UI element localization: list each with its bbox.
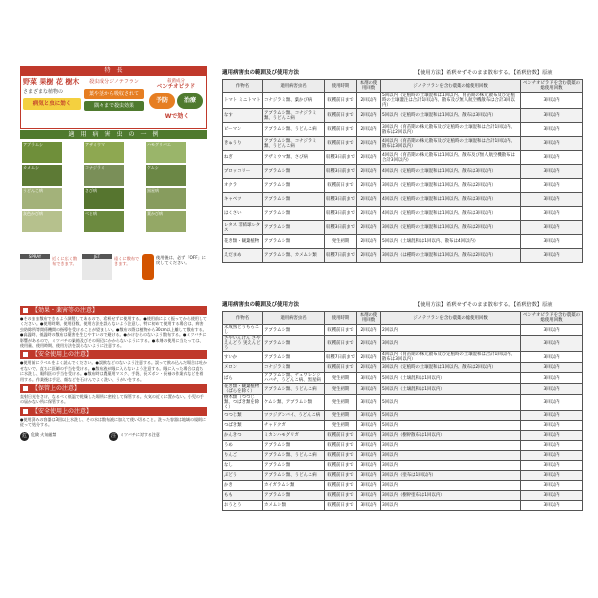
table-cell: ブロッコリー [223, 165, 263, 179]
table-cell: アブラムシ類 [263, 165, 325, 179]
storage-caution-title: 【保管上の注意】 [32, 385, 81, 393]
table-cell: 3回以内 [521, 235, 583, 249]
table-cell: 3回以内 [521, 325, 583, 336]
table-cell: アブラムシ類、うどんこ病 [263, 471, 325, 481]
table-cell: 収穫前日まで [325, 137, 357, 151]
pest-photo-label: 灰色かび病 [23, 211, 43, 216]
bee-caution-text: ミツバチに対する注意 [120, 431, 160, 437]
table-cell: 収穫3日前まで [325, 151, 357, 165]
table-row [223, 207, 583, 221]
table-cell: 3回以内 [521, 207, 583, 221]
table-cell: 未成熟とうもろこし [223, 325, 263, 336]
table-cell: 収穫7日前まで [325, 249, 357, 263]
table-row [223, 235, 583, 249]
table-cell: 5回以内 [381, 421, 521, 431]
pest-photo [146, 211, 186, 232]
table-row [223, 373, 583, 384]
safety-caution-text: ●使用前にラベルをよく読んでください。●誤飲などのないよう注意する。誤って飲み込んだ場合は吐かせないで、直ちに医師の手当を受ける。●散布液が眼に入らないよう注意する。眼に入った場合は直ちに水洗し、眼科医の手当を受ける。●散布時は農薬用マスク、手袋、長ズボン・長袖の作業衣などを着用する。作業後は手足、顔などを石けんでよく洗い、うがいをする。 [20, 360, 207, 382]
table-cell: 収穫前日まで [325, 93, 357, 109]
jet-diagram [82, 254, 112, 280]
disease-tile: 病気と虫に効く [23, 98, 81, 110]
table-row [223, 336, 583, 352]
column-header: 作物名 [223, 312, 263, 325]
table-cell: 3回以内 [381, 481, 521, 491]
table-cell: 3回以内（樹幹散布は1回以内） [381, 431, 521, 441]
table-row [223, 221, 583, 235]
table-cell: 2回以内 [357, 249, 381, 263]
table-cell: 5回以内（土壌混和は1回以内、散布は4回以内） [381, 235, 521, 249]
cure-badge: 治療 [177, 93, 203, 109]
column-header: ジノテフランを含む農薬の総使用回数 [381, 80, 521, 93]
table-row [223, 352, 583, 363]
application-table-1 [222, 79, 583, 263]
table-cell: アブラムシ類 [263, 193, 325, 207]
table-cell: カイガラムシ類 [263, 481, 325, 491]
table-row [223, 431, 583, 441]
fire-hazard-icon: 危 [21, 432, 27, 439]
pest-photo [22, 211, 62, 232]
application-table-2 [222, 311, 583, 511]
table-cell: 収穫前日まで [325, 325, 357, 336]
table-cell: 5回以内（土壌混和は1回以内） [381, 373, 521, 384]
table-cell: 3回以内 [357, 501, 381, 511]
table-cell: 収穫前日まで [325, 431, 357, 441]
table-row [223, 395, 583, 411]
pest-photo [146, 165, 186, 186]
pest-photo-label: べと病 [85, 211, 97, 216]
table-cell: 3回以内 [521, 421, 583, 431]
table-cell: チャドクガ [263, 421, 325, 431]
pest-photo [146, 142, 186, 163]
usage-note: 使用後は、必ず「OFF」に戻してください。 [156, 255, 206, 266]
pest-photo-label: うどんこ病 [23, 188, 43, 193]
table-cell: 収穫前日まで [325, 363, 357, 373]
table-cell: 収穫前日まで [325, 109, 357, 123]
pest-photo-label: コナジラミ [85, 165, 105, 170]
column-header: 作物名 [223, 80, 263, 93]
table-cell: 発生初期 [325, 235, 357, 249]
table-cell: 発生初期 [325, 411, 357, 421]
features-header: 特 長 [20, 66, 207, 75]
table-cell: キャベツ [223, 193, 263, 207]
table-cell: 5回以内 [381, 395, 521, 411]
column-header: 本剤の使用回数 [357, 312, 381, 325]
table-cell: 収穫前日まで [325, 451, 357, 461]
table-cell: かき [223, 481, 263, 491]
table-cell: 発生初期 [325, 373, 357, 384]
table-row [223, 441, 583, 451]
table-cell: なす [223, 109, 263, 123]
pest-photo [84, 211, 124, 232]
table-cell: ねぎ [223, 151, 263, 165]
table-row [223, 93, 583, 109]
table-cell: 3回以内 [521, 352, 583, 363]
handling-caution-text: ●使用済みの容器は3回以上水洗し、その水は散布液に加えて使い切ること。洗った容器は地域の規則に従って処分する。 [20, 416, 207, 428]
table-cell: 3回以内 [357, 431, 381, 441]
table-cell: 3回以内 [357, 384, 381, 395]
table-cell: 3回以内 [357, 373, 381, 384]
table-cell: 3回以内 [521, 384, 583, 395]
jet-label: JET [82, 254, 112, 259]
spray-label: SPRAY [20, 254, 50, 259]
table-cell: 2回以内 [357, 352, 381, 363]
table-cell: 3回以内 [521, 109, 583, 123]
table-row [223, 325, 583, 336]
table-cell: コナジラミ類 [263, 363, 325, 373]
table-cell: 2回以内 [357, 235, 381, 249]
pest-photo-label: アザミウマ [85, 142, 105, 147]
crop-fruit: 果樹 [39, 78, 54, 86]
table-cell: 5回以内（定植時の土壌混和は1回以内、育苗期の株元散布及び定植時の土壌灌注は合計1回以内、散布及び無人航空機散布は合計3回以内） [381, 93, 521, 109]
fungicide-label: 殺菌成分 [167, 79, 185, 84]
table-cell: 3回以内（育苗期の株元散布及び定植時の土壌混和は合計1回以内、散布は2回以内） [381, 123, 521, 137]
spray-diagram [20, 254, 50, 280]
table-cell: 3回以内 [521, 249, 583, 263]
table-cell: 収穫7日前まで [325, 352, 357, 363]
table-cell: 花き類・観葉植物 [223, 235, 263, 249]
table-cell: 花き類・観葉植物（ばらを除く） [223, 384, 263, 395]
table-cell: ばら [223, 373, 263, 384]
table-cell: 3回以内 [521, 165, 583, 179]
table1-use-header: 【使用方法】希釈せずそのまま散布する。【希釈倍数】原液 [415, 70, 553, 76]
table-cell: 3回以内 [381, 441, 521, 451]
table-row [223, 471, 583, 481]
jet-text: 遠くに散布できます。 [114, 256, 140, 266]
table-cell: 3回以内 [521, 441, 583, 451]
table-cell: ぶどう [223, 471, 263, 481]
pest-photo [146, 188, 186, 209]
table-cell: 3回以内 [381, 336, 521, 352]
double-effect-label: Wで効く [164, 113, 190, 120]
handling-caution-title: 【安全使用上の注意】 [32, 407, 93, 415]
features-panel [20, 66, 207, 306]
pest-photo-label: カメムシ [23, 165, 39, 170]
table-row [223, 501, 583, 511]
table-cell: 4回以内（定植時の土壌混和は1回以内、散布は3回以内） [381, 193, 521, 207]
pest-photo [22, 188, 62, 209]
table-cell: りんご [223, 451, 263, 461]
table-cell: アブラムシ類、うどんこ病 [263, 123, 325, 137]
table-cell: 4回以内（定植時の土壌混和は1回以内、散布は3回以内） [381, 165, 521, 179]
table-cell: 3回以内 [381, 461, 521, 471]
table-cell: 4回以内（育苗期の株元散布及び定植時の土壌混和は合計1回以内、散布は3回以内） [381, 352, 521, 363]
systemic-title: 殺虫成分ジノテフラン [84, 78, 144, 87]
crop-vegetable: 野菜 [23, 78, 37, 86]
table-cell: 収穫3日前まで [325, 193, 357, 207]
spray-text: 近くに広く散布できます。 [52, 256, 78, 266]
table-cell: 3回以内 [521, 221, 583, 235]
table-cell: 収穫前日まで [325, 441, 357, 451]
table-cell: 3回以内 [357, 481, 381, 491]
table-cell: 4回以内（育苗期の株元散布は1回以内、散布及び無人航空機散布は合計3回以内） [381, 151, 521, 165]
table-cell: 4回以内（育苗期の株元散布及び定植時の土壌混和は合計1回以内、散布は3回以内） [381, 137, 521, 151]
table-cell: 3回以内 [521, 395, 583, 411]
table-cell: 3回以内（定植時の土壌混和は1回以内、散布は2回以内） [381, 363, 521, 373]
table-cell: もも [223, 491, 263, 501]
table-cell: コナジラミ類、葉かび病 [263, 93, 325, 109]
table1-title: 適用病害虫の範囲及び使用方法 [222, 70, 300, 76]
table-cell: 収穫前日まで [325, 461, 357, 471]
table-cell: おうとう [223, 501, 263, 511]
table-cell: 収穫前日まで [325, 336, 357, 352]
table-cell: きゅうり [223, 137, 263, 151]
precautions [20, 306, 207, 441]
column-header: ベンチオピラドを含む農薬の総使用回数 [521, 80, 583, 93]
table-cell: 2回以内 [357, 109, 381, 123]
table-row [223, 451, 583, 461]
table-cell: 2回以内 [357, 137, 381, 151]
table-cell: つばき類 [223, 421, 263, 431]
table-cell: 5回以内 [381, 411, 521, 421]
table-cell: 収穫前日まで [325, 471, 357, 481]
table-cell: トマト ミニトマト [223, 93, 263, 109]
table-cell: 3回以内 [521, 93, 583, 109]
column-header: ジノテフランを含む農薬の総使用回数 [381, 312, 521, 325]
table2-header-row [223, 312, 583, 325]
table-cell: ミカンハモグリガ [263, 431, 325, 441]
safety-caution-title: 【安全使用上の注意】 [32, 351, 93, 359]
pest-photo [84, 142, 124, 163]
table-cell: 2回以内 [357, 165, 381, 179]
pest-photo [22, 142, 62, 163]
table-cell: アブラムシ類 [263, 352, 325, 363]
table-cell: 2回以内 [357, 221, 381, 235]
column-header: 本剤の使用回数 [357, 80, 381, 93]
pest-photo-label: 葉かび病 [147, 211, 163, 216]
table-cell: 4回以内（定植時の土壌混和は1回以内、散布は3回以内） [381, 207, 521, 221]
table1-header-row [223, 80, 583, 93]
table-cell: 3回以内 [521, 336, 583, 352]
table-cell: アブラムシ類、うどんこ病 [263, 384, 325, 395]
table-row [223, 137, 583, 151]
table-cell: なし [223, 461, 263, 471]
pest-photo-label: アブラムシ [23, 142, 43, 147]
table-cell: 2回以内 [357, 325, 381, 336]
table-cell: 3回以内 [357, 491, 381, 501]
table-cell: アブラムシ類 [263, 235, 325, 249]
table-cell: さやいんげん さやえんどう 実えんどう [224, 336, 261, 351]
table-row [223, 421, 583, 431]
table-cell: アブラムシ類 [263, 461, 325, 471]
crops-subtext: さまざまな植物の [23, 89, 64, 95]
table-cell: 収穫前日まで [325, 491, 357, 501]
table-cell: 2回以内 [357, 193, 381, 207]
table-cell: 収穫前日まで [325, 481, 357, 491]
column-header: 適用病害虫名 [263, 80, 325, 93]
table-cell: 3回以内 [521, 151, 583, 165]
bee-caution-icon: 注 [110, 432, 116, 439]
table-cell: 3回以内 [357, 471, 381, 481]
table-row [223, 193, 583, 207]
table-cell: アブラムシ類 [263, 325, 325, 336]
table-cell: 3回以内 [521, 193, 583, 207]
table-cell: アブラムシ類、カメムシ類 [263, 249, 325, 263]
table-cell: 3回以内 [357, 421, 381, 431]
table-cell: 3回以内 [381, 501, 521, 511]
table-cell: 2回以内 [357, 363, 381, 373]
table-cell: 3回以内 [521, 451, 583, 461]
table-cell: 発生初期 [325, 421, 357, 431]
effect-caution-title: 【効果・薬害等の注意】 [32, 307, 99, 314]
table-cell: 3回以内 [357, 451, 381, 461]
effect-caution-text: ●そのまま散布できるよう調製してあるので、希釈せずに使用する。●使用前によく振ってから使用してください。●使用時期、使用回数、使用方法を誤らないよう注意し、特に初めて使用する場合は、病害虫防除所等関係機関の指導を受けることが望ましい。●散布の際は植物から30cm以上離して散布する。●高温時、低温時の散布は薬害を生じやすいので避ける。●かけむらのないよう散布する。●ミツバチに影響があるので、ミツバチの巣箱及びその周辺にかからないようにする。●本剤の使用に当たっては、使用量、使用時期、使用方法を誤らないように注意する。 [20, 316, 207, 349]
table2-use-header: 【使用方法】希釈せずそのまま散布する。【希釈倍数】原液 [415, 302, 553, 308]
crop-flower: 花 [55, 78, 63, 86]
table-cell: 3回以内（定植時の土壌混和は1回以内、散布は2回以内） [381, 179, 521, 193]
table-cell: 2回以内 [357, 336, 381, 352]
effect-caution-header [20, 306, 207, 315]
table-cell: アブラムシ類、チュウレンジハバチ、うどんこ病、黒星病 [263, 373, 325, 384]
table-row [223, 411, 583, 421]
table-cell: 3回以内 [357, 441, 381, 451]
prevent-badge: 予防 [149, 93, 175, 109]
table-cell: 発生初期 [325, 395, 357, 411]
table-row [223, 109, 583, 123]
table-cell: 収穫3日前まで [325, 207, 357, 221]
table-cell: ツツジグンバイ、うどんこ病 [263, 411, 325, 421]
table-cell: アブラムシ類、コナジラミ類、うどんこ病 [263, 137, 325, 151]
table-row [223, 384, 583, 395]
table-cell: アブラムシ類 [263, 221, 325, 235]
table-cell: 3回以内 [521, 501, 583, 511]
table-cell: アブラムシ類 [263, 491, 325, 501]
pest-photo [84, 188, 124, 209]
table-cell: 2回以内 [357, 123, 381, 137]
table-cell: アブラムシ類、うどんこ病 [263, 451, 325, 461]
table-cell: アブラムシ類 [263, 441, 325, 451]
table-cell: 収穫前日まで [325, 179, 357, 193]
table-row [223, 179, 583, 193]
table-cell: アブラムシ類 [263, 179, 325, 193]
safety-caution-header [20, 350, 207, 359]
table-cell: 3回以内 [521, 491, 583, 501]
column-header: ベンチオピラドを含む農薬の総使用回数 [521, 312, 583, 325]
table2-title: 適用病害虫の範囲及び使用方法 [222, 302, 300, 308]
systemic-tile-1: 葉や茎から吸収されて [84, 89, 144, 99]
table-row [223, 165, 583, 179]
table-cell: 5回以内（定植時の土壌混和は1回以内、散布は3回以内） [381, 109, 521, 123]
table-cell: 3回以内（樹幹塗布は1回以内） [381, 491, 521, 501]
table-cell: レタス 非結球レタス [223, 221, 263, 235]
table-cell: 3回以内 [521, 481, 583, 491]
table-cell: つつじ類 [223, 411, 263, 421]
table-row [223, 249, 583, 263]
table-cell: 2回以内 [357, 207, 381, 221]
table-cell: 収穫前日まで [325, 501, 357, 511]
crops-tile [23, 78, 81, 87]
table-cell: 3回以内 [357, 411, 381, 421]
table-cell: カメムシ類 [263, 501, 325, 511]
table-cell: 収穫3日前まで [325, 221, 357, 235]
table-cell: 3回以内（塗布は1回以内） [381, 471, 521, 481]
table-cell: すいか [223, 352, 263, 363]
table-cell: 3回以内 [521, 363, 583, 373]
table-cell: 3回以内 [357, 461, 381, 471]
fungicide-name: ベンチオピラド [156, 84, 196, 90]
table-cell: 2回以内 [357, 151, 381, 165]
column-header: 使用時期 [325, 312, 357, 325]
table-cell: 3回以内（は種時の土壌混和は1回以内、散布は2回以内） [381, 249, 521, 263]
table-cell: アザミウマ類、さび病 [263, 151, 325, 165]
column-header: 使用時期 [325, 80, 357, 93]
features-box [20, 75, 207, 129]
table-cell: 3回以内 [521, 179, 583, 193]
storage-caution-text: 直射日光をさけ、なるべく低温で乾燥した場所に密栓して保管する。火気の近くに置かない。小児の手の届かない所に保管する。 [20, 394, 204, 405]
table-cell: ケムシ類、アブラムシ類 [263, 395, 325, 411]
pest-photo-label: さび病 [85, 188, 97, 193]
table-cell: オクラ [223, 179, 263, 193]
pest-photo-label: ケムシ [147, 165, 159, 170]
table-cell: ピーマン [223, 123, 263, 137]
systemic-tile-2: 隅々まで殺虫効果 [84, 101, 144, 111]
table-cell: アブラムシ類 [263, 336, 325, 352]
table-cell: 3回以内 [521, 137, 583, 151]
table-cell: 3回以内 [521, 411, 583, 421]
table-cell: 収穫3日前まで [325, 165, 357, 179]
table-row [223, 461, 583, 471]
crop-tree: 樹木 [65, 78, 80, 86]
table-cell: 樹木類（つつじ類、つばき類を除く） [223, 395, 263, 411]
pests-header: 適 用 病 害 虫 の 一 例 [20, 130, 207, 139]
handling-caution-header [20, 407, 207, 416]
table-cell: 3回以内 [521, 123, 583, 137]
table-cell: メロン [223, 363, 263, 373]
table-row [223, 363, 583, 373]
table-cell: アブラムシ類、コナジラミ類、うどんこ病 [263, 109, 325, 123]
storage-caution-header [20, 384, 207, 393]
table-cell: 3回以内 [381, 451, 521, 461]
table-cell: かんきつ [223, 431, 263, 441]
table-row [223, 123, 583, 137]
table-cell: うめ [223, 441, 263, 451]
table-cell: 発生初期 [325, 384, 357, 395]
table-cell: えだまめ [223, 249, 263, 263]
table-cell: 2回以内 [357, 179, 381, 193]
table-cell: 3回以内 [521, 471, 583, 481]
table-cell: 2回以内 [357, 93, 381, 109]
table-cell: 5回以内（土壌混和は1回以内） [381, 384, 521, 395]
pest-photo-label: ハモグリバエ [147, 142, 171, 147]
pest-photo [84, 165, 124, 186]
table-cell: はくさい [223, 207, 263, 221]
pest-photo [22, 165, 62, 186]
table-row [223, 491, 583, 501]
table-row [223, 151, 583, 165]
table-cell: 3回以内 [521, 373, 583, 384]
hazard-symbols [20, 432, 207, 441]
table-cell: 3回以内（定植時の土壌混和は1回以内、散布は2回以内） [381, 221, 521, 235]
table-cell: 2回以内 [381, 325, 521, 336]
table-cell: 3回以内 [521, 461, 583, 471]
nozzle-icon [142, 254, 154, 280]
table-cell: 3回以内 [521, 431, 583, 441]
pest-photo-label: 黒星病 [147, 188, 159, 193]
table-cell: アブラムシ類 [263, 207, 325, 221]
table-cell: 収穫前日まで [325, 123, 357, 137]
table-cell: 3回以内 [357, 395, 381, 411]
table-row [223, 481, 583, 491]
fire-hazard-text: 危険 火気厳禁 [31, 431, 57, 437]
column-header: 適用病害虫名 [263, 312, 325, 325]
